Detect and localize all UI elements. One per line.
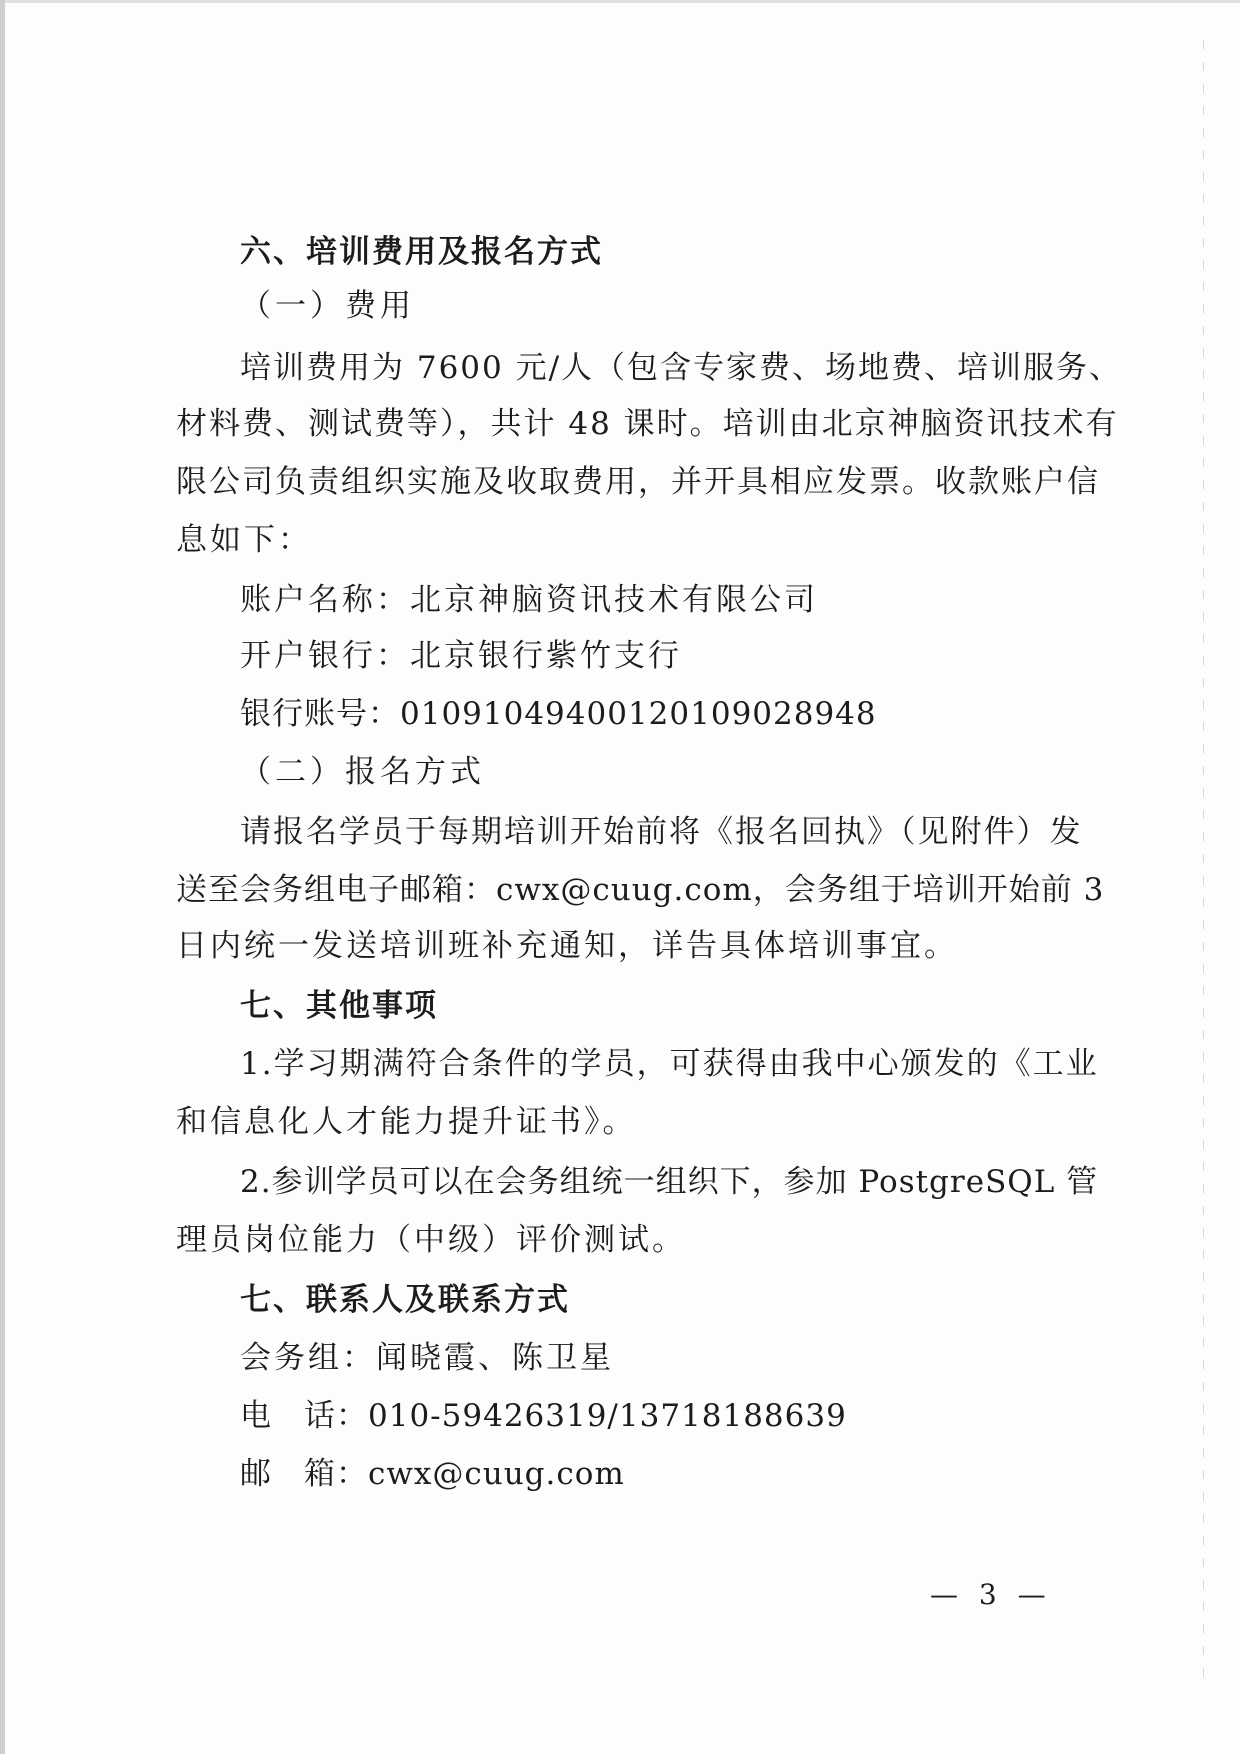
other-item1-line-1: 1.学习期满符合条件的学员，可获得由我中心颁发的《工业 (240, 1046, 1099, 1082)
registration-line-1: 请报名学员于每期培训开始前将《报名回执》（见附件）发 (240, 814, 1083, 850)
fee-line-3: 限公司负责组织实施及收取费用，并开具相应发票。收款账户信 (176, 464, 1100, 500)
page-number: — 3 — (930, 1578, 1052, 1611)
contact-email: 邮 箱：cwx@cuug.com (240, 1456, 625, 1492)
registration-line-3: 日内统一发送培训班补充通知，详告具体培训事宜。 (176, 928, 958, 964)
account-name: 账户名称：北京神脑资讯技术有限公司 (240, 582, 818, 618)
scan-edge-left (0, 0, 5, 1754)
other-item2-line-1: 2.参训学员可以在会务组统一组织下，参加 PostgreSQL 管 (240, 1164, 1099, 1200)
fee-line-2: 材料费、测试费等），共计 48 课时。培训由北京神脑资讯技术有 (176, 406, 1119, 442)
bank-name: 开户银行：北京银行紫竹支行 (240, 638, 682, 674)
registration-subtitle: （二）报名方式 (240, 754, 485, 790)
scan-edge-top (0, 0, 1240, 3)
fee-line-1: 培训费用为 7600 元/人（包含专家费、场地费、培训服务、 (240, 350, 1123, 386)
contact-persons: 会务组：闻晓霞、陈卫星 (240, 1340, 614, 1376)
other-item2-line-2: 理员岗位能力（中级）评价测试。 (176, 1222, 686, 1258)
section7-other-title: 七、其他事项 (240, 988, 438, 1024)
scan-edge-right (1203, 40, 1204, 1690)
contact-phone: 电 话：010-59426319/13718188639 (240, 1398, 847, 1434)
fee-line-4: 息如下： (176, 522, 312, 558)
section7-contact-title: 七、联系人及联系方式 (240, 1282, 570, 1318)
registration-line-2: 送至会务组电子邮箱：cwx@cuug.com，会务组于培训开始前 3 (176, 872, 1105, 908)
section6-title: 六、培训费用及报名方式 (240, 234, 603, 270)
other-item1-line-2: 和信息化人才能力提升证书》。 (176, 1104, 637, 1140)
fee-subtitle: （一）费用 (240, 288, 415, 324)
account-number: 银行账号：01091049400120109028948 (240, 696, 877, 732)
